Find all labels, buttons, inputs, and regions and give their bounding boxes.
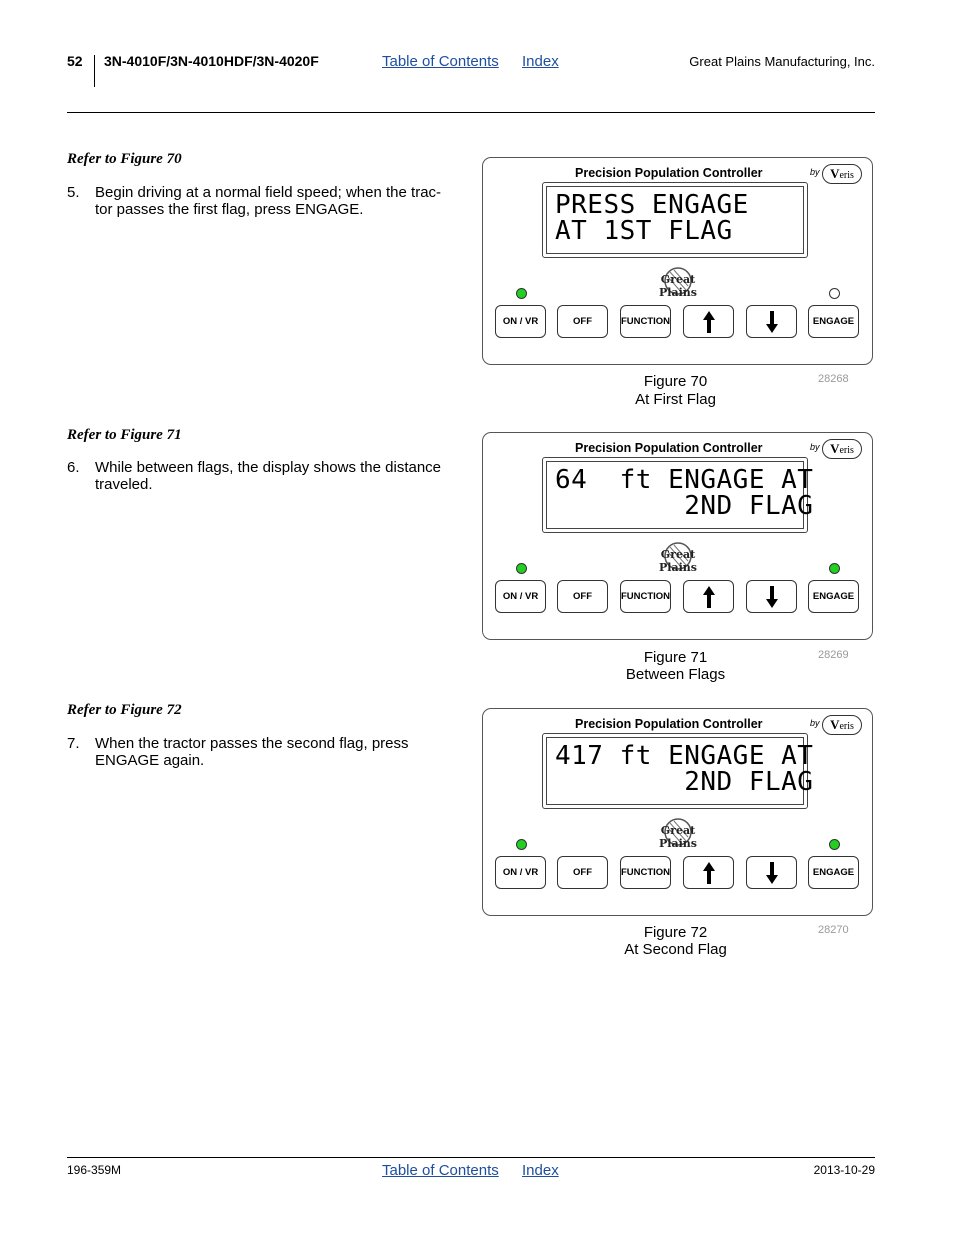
up-arrow-button[interactable] xyxy=(683,305,734,338)
lcd-line-2: 2ND FLAG xyxy=(555,767,814,797)
down-arrow-icon xyxy=(765,861,779,885)
great-plains-logo xyxy=(640,266,716,299)
step-text: When the tractor passes the second flag, press ENGAGE again. xyxy=(95,735,409,769)
veris-logo: Veris xyxy=(822,164,862,184)
figure-71-caption: Between Flags xyxy=(625,666,726,683)
logo-text: Great Plains xyxy=(659,273,697,299)
down-arrow-icon xyxy=(765,310,779,334)
function-button[interactable]: FUNCTION xyxy=(620,856,671,889)
on-vr-button[interactable]: ON / VR xyxy=(495,580,546,613)
step-text: Begin driving at a normal field speed; when the trac- tor passes the first flag, press ENGAGE. xyxy=(95,184,442,218)
figure-70-caption: At First Flag xyxy=(635,391,716,408)
lcd-line-1: 64 ft ENGAGE AT xyxy=(555,465,814,495)
led-left-icon xyxy=(516,563,527,574)
engage-button[interactable]: ENGAGE xyxy=(808,580,859,613)
footer-index-link[interactable]: Index xyxy=(522,1162,559,1179)
lcd-line-2: AT 1ST FLAG xyxy=(555,216,733,246)
lcd-line-1: PRESS ENGAGE xyxy=(555,190,749,220)
footer-rule xyxy=(67,1157,875,1158)
page-number: 52 xyxy=(67,53,83,69)
step-5 xyxy=(67,184,462,218)
lcd-screen xyxy=(546,737,814,805)
off-button[interactable]: OFF xyxy=(557,305,608,338)
veris-logo: Veris xyxy=(822,439,862,459)
engage-button[interactable]: ENGAGE xyxy=(808,305,859,338)
lcd-display xyxy=(542,733,814,809)
on-vr-button[interactable]: ON / VR xyxy=(495,305,546,338)
down-arrow-icon xyxy=(765,585,779,609)
led-left-icon xyxy=(516,839,527,850)
step-number: 7. xyxy=(67,735,80,752)
by-label: by xyxy=(810,718,820,728)
off-button[interactable]: OFF xyxy=(557,580,608,613)
figure-71-id: 28269 xyxy=(818,649,849,661)
lcd-display xyxy=(542,457,814,533)
doc-number: 196-359M xyxy=(67,1163,122,1177)
lcd-line-2: 2ND FLAG xyxy=(555,491,814,521)
led-right-icon xyxy=(829,839,840,850)
down-arrow-button[interactable] xyxy=(746,305,797,338)
off-button[interactable]: OFF xyxy=(557,856,608,889)
led-right-icon xyxy=(829,563,840,574)
down-arrow-button[interactable] xyxy=(746,580,797,613)
up-arrow-icon xyxy=(702,310,716,334)
company-name: Great Plains Manufacturing, Inc. xyxy=(689,54,875,69)
figure-72-label: Figure 72 xyxy=(643,924,708,941)
veris-logo: Veris xyxy=(822,715,862,735)
up-arrow-button[interactable] xyxy=(683,856,734,889)
controller-panel-70 xyxy=(482,157,873,365)
step-number: 6. xyxy=(67,459,80,476)
step-6 xyxy=(67,459,462,493)
lcd-display xyxy=(542,182,808,258)
lcd-screen xyxy=(546,461,814,529)
panel-title: Precision Population Controller xyxy=(575,717,763,731)
engage-button[interactable]: ENGAGE xyxy=(808,856,859,889)
header-toc-link[interactable]: Table of Contents xyxy=(382,53,499,70)
great-plains-logo xyxy=(640,817,716,850)
refer-figure-72: Refer to Figure 72 xyxy=(67,702,182,718)
by-label: by xyxy=(810,167,820,177)
refer-figure-70: Refer to Figure 70 xyxy=(67,151,182,167)
figure-72-id: 28270 xyxy=(818,924,849,936)
figure-72-caption: At Second Flag xyxy=(624,941,727,958)
lcd-line-1: 417 ft ENGAGE AT xyxy=(555,741,814,771)
by-label: by xyxy=(810,442,820,452)
up-arrow-icon xyxy=(702,585,716,609)
footer-toc-link[interactable]: Table of Contents xyxy=(382,1162,499,1179)
refer-figure-71: Refer to Figure 71 xyxy=(67,427,182,443)
figure-71-label: Figure 71 xyxy=(643,649,708,666)
step-number: 5. xyxy=(67,184,80,201)
controller-panel-72 xyxy=(482,708,873,916)
step-7 xyxy=(67,735,462,769)
figure-70-label: Figure 70 xyxy=(643,373,708,390)
up-arrow-button[interactable] xyxy=(683,580,734,613)
down-arrow-button[interactable] xyxy=(746,856,797,889)
panel-title: Precision Population Controller xyxy=(575,441,763,455)
logo-text: Great Plains xyxy=(659,824,697,850)
logo-text: Great Plains xyxy=(659,548,697,574)
header-divider xyxy=(94,55,95,87)
controller-panel-71 xyxy=(482,432,873,640)
doc-date: 2013-10-29 xyxy=(813,1163,875,1177)
header-index-link[interactable]: Index xyxy=(522,53,559,70)
on-vr-button[interactable]: ON / VR xyxy=(495,856,546,889)
panel-title: Precision Population Controller xyxy=(575,166,763,180)
led-right-icon xyxy=(829,288,840,299)
lcd-screen xyxy=(546,186,804,254)
up-arrow-icon xyxy=(702,861,716,885)
function-button[interactable]: FUNCTION xyxy=(620,580,671,613)
figure-70-id: 28268 xyxy=(818,373,849,385)
great-plains-logo xyxy=(640,541,716,574)
header-rule xyxy=(67,112,875,113)
function-button[interactable]: FUNCTION xyxy=(620,305,671,338)
model-title: 3N-4010F/3N-4010HDF/3N-4020F xyxy=(104,53,319,69)
step-text: While between flags, the display shows the distance traveled. xyxy=(95,459,442,493)
led-left-icon xyxy=(516,288,527,299)
